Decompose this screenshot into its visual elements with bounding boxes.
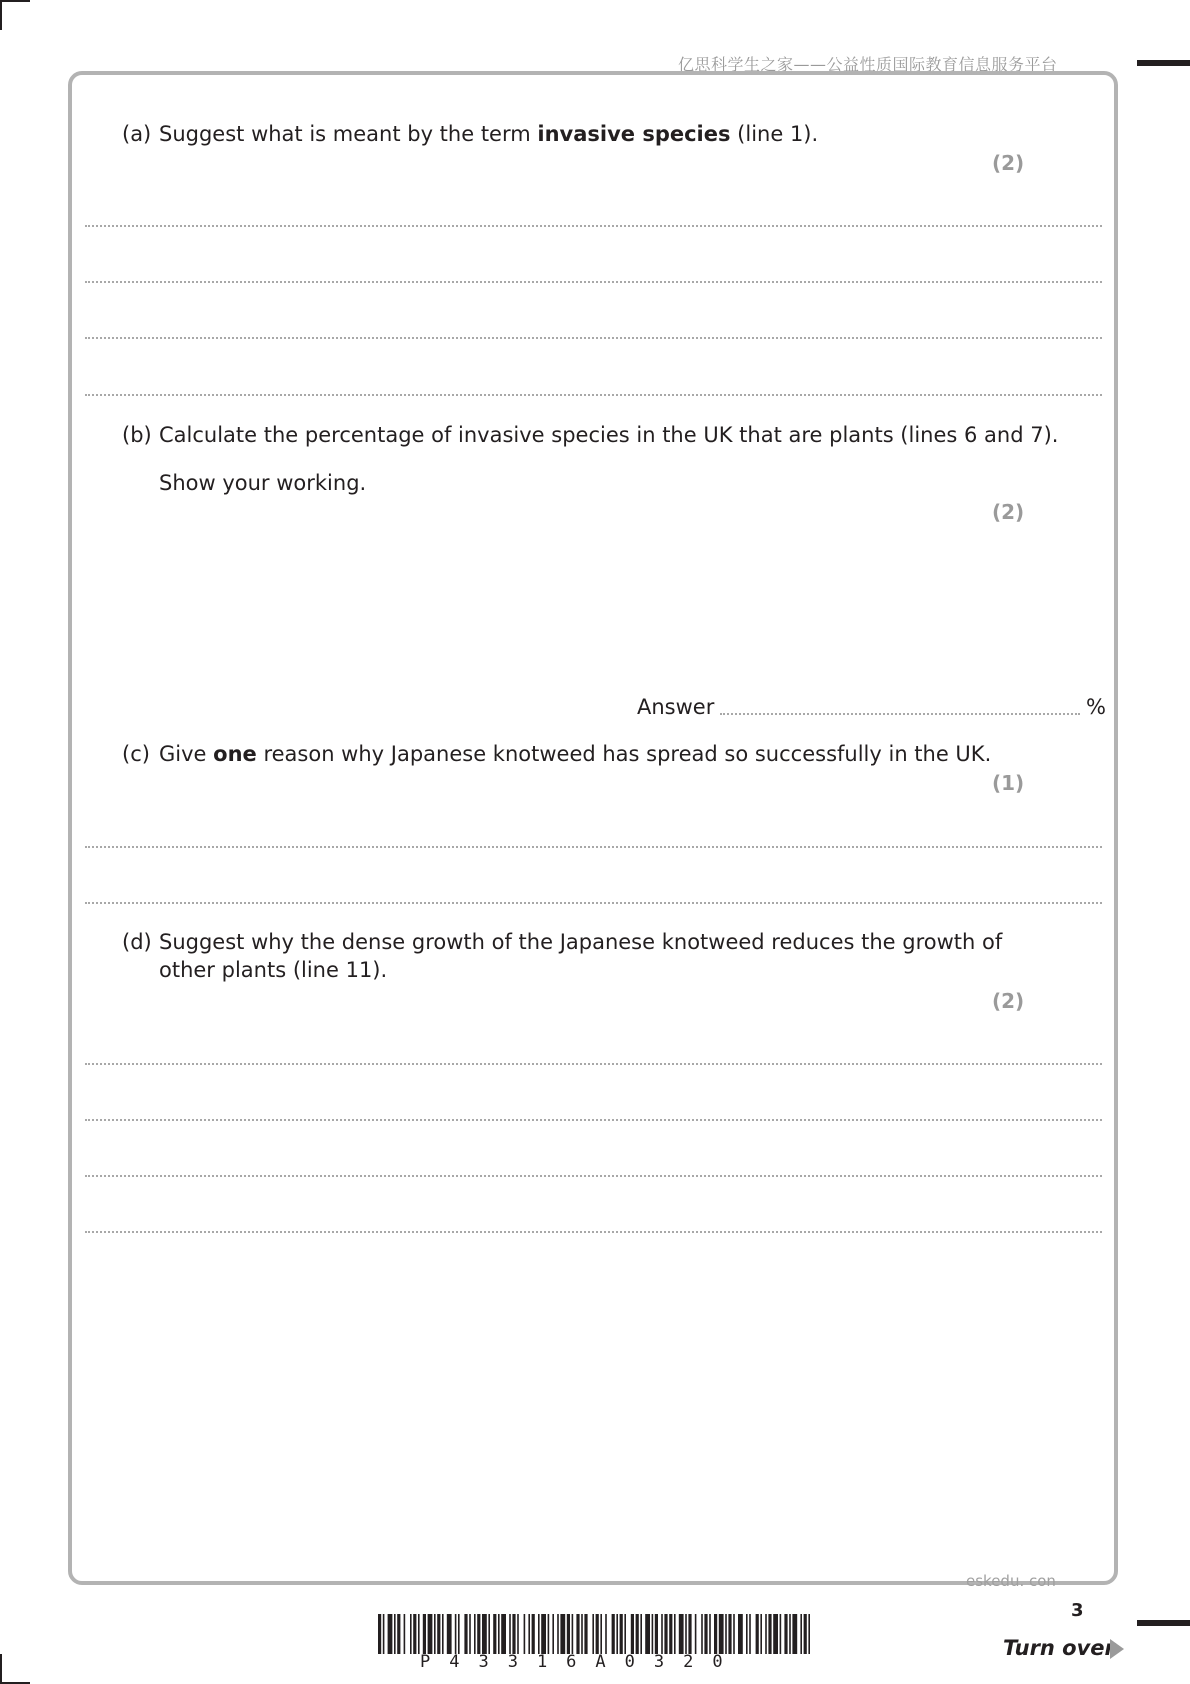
question-label: (c): [122, 742, 150, 766]
bold-term: invasive species: [537, 122, 731, 146]
answer-line[interactable]: [85, 394, 1102, 396]
question-text: Give one reason why Japanese knotweed has spread so successfully in the UK.: [159, 742, 992, 766]
bold-term: one: [213, 742, 257, 766]
answer-line[interactable]: [85, 281, 1102, 283]
answer-unit: %: [1086, 695, 1106, 719]
marks-d: (2): [992, 989, 1025, 1013]
answer-line[interactable]: [85, 1231, 1102, 1233]
edge-mark: [1137, 1620, 1190, 1626]
marks-b: (2): [992, 500, 1025, 524]
question-instruction: Show your working.: [159, 471, 367, 495]
answer-line[interactable]: [85, 1119, 1102, 1121]
crop-mark: [0, 0, 2, 30]
question-label: (d): [122, 930, 152, 954]
question-text: Suggest what is meant by the term invasive species (line 1).: [159, 122, 819, 146]
answer-line[interactable]: [85, 337, 1102, 339]
footer-watermark: eskedu. con: [966, 1572, 1056, 1590]
question-text: Calculate the percentage of invasive species in the UK that are plants (lines 6 and 7).: [159, 423, 1059, 447]
answer-line[interactable]: [85, 1175, 1102, 1177]
page-frame: [68, 71, 1118, 1585]
crop-mark: [0, 1654, 2, 1684]
marks-a: (2): [992, 151, 1025, 175]
arrow-right-icon: [1110, 1639, 1124, 1659]
answer-label: Answer: [637, 695, 715, 719]
page-number: 3: [1071, 1600, 1084, 1621]
barcode-icon: [378, 1614, 810, 1654]
answer-line[interactable]: [85, 846, 1102, 848]
question-label: (b): [122, 423, 152, 447]
crop-mark: [0, 0, 30, 2]
answer-line[interactable]: [85, 1063, 1102, 1065]
question-label: (a): [122, 122, 152, 146]
barcode-digits: P43316A0320: [420, 1652, 742, 1672]
question-text: Suggest why the dense growth of the Japanese knotweed reduces the growth of: [159, 930, 1003, 954]
marks-c: (1): [992, 771, 1025, 795]
answer-field[interactable]: [720, 713, 1080, 715]
header-watermark: 亿思科学生之家——公益性质国际教育信息服务平台: [678, 55, 1058, 74]
edge-mark: [1137, 60, 1190, 66]
question-text-continued: other plants (line 11).: [159, 958, 388, 982]
answer-line[interactable]: [85, 225, 1102, 227]
turn-over-label: Turn over: [1003, 1636, 1115, 1660]
answer-line[interactable]: [85, 902, 1102, 904]
